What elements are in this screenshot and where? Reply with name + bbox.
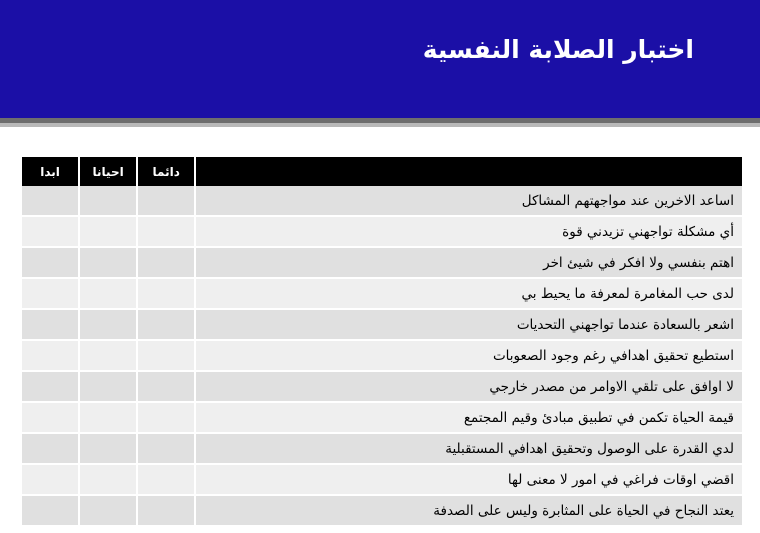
answer-cell-always[interactable] (137, 309, 195, 340)
questionnaire-table (20, 157, 742, 527)
answer-cell-sometimes[interactable] (79, 278, 137, 309)
banner-divider-light (0, 123, 760, 127)
table-row (21, 495, 742, 526)
answer-cell-never[interactable] (21, 340, 79, 371)
answer-cell-sometimes[interactable] (79, 340, 137, 371)
statement-cell: لا اوافق على تلقي الاوامر من مصدر خارجي (195, 371, 742, 402)
statement-cell: قيمة الحياة تكمن في تطبيق مبادئ وقيم المجتمع (195, 402, 742, 433)
page-title: اختبار الصلابة النفسية (422, 35, 694, 64)
answer-cell-sometimes[interactable] (79, 464, 137, 495)
table-row (21, 216, 742, 247)
table-row (21, 433, 742, 464)
header-statement (195, 157, 742, 186)
statement-cell: اقضي اوقات فراغي في امور لا معنى لها (195, 464, 742, 495)
answer-cell-never[interactable] (21, 247, 79, 278)
table-row (21, 340, 742, 371)
answer-cell-always[interactable] (137, 371, 195, 402)
answer-cell-sometimes[interactable] (79, 433, 137, 464)
statement-cell: يعتد النجاح في الحياة على المثابرة وليس على الصدفة (195, 495, 742, 526)
statement-cell: لدي القدرة على الوصول وتحقيق اهدافي المستقبلية (195, 433, 742, 464)
statement-cell: اهتم بنفسي ولا افكر في شيئ اخر (195, 247, 742, 278)
table-row (21, 247, 742, 278)
statement-cell: اشعر بالسعادة عندما تواجهني التحديات (195, 309, 742, 340)
answer-cell-sometimes[interactable] (79, 495, 137, 526)
answer-cell-never[interactable] (21, 464, 79, 495)
answer-cell-sometimes[interactable] (79, 371, 137, 402)
table-row (21, 464, 742, 495)
answer-cell-never[interactable] (21, 402, 79, 433)
answer-cell-always[interactable] (137, 433, 195, 464)
answer-cell-never[interactable] (21, 309, 79, 340)
table-row (21, 309, 742, 340)
answer-cell-sometimes[interactable] (79, 216, 137, 247)
answer-cell-never[interactable] (21, 278, 79, 309)
answer-cell-always[interactable] (137, 216, 195, 247)
statement-cell: لدى حب المغامرة لمعرفة ما يحيط بي (195, 278, 742, 309)
answer-cell-always[interactable] (137, 340, 195, 371)
answer-cell-never[interactable] (21, 186, 79, 216)
answer-cell-always[interactable] (137, 247, 195, 278)
table-row (21, 186, 742, 216)
answer-cell-always[interactable] (137, 464, 195, 495)
statement-cell: أي مشكلة تواجهني تزيدني قوة (195, 216, 742, 247)
answer-cell-never[interactable] (21, 433, 79, 464)
header-row (21, 157, 742, 186)
answer-cell-always[interactable] (137, 495, 195, 526)
answer-cell-sometimes[interactable] (79, 247, 137, 278)
answer-cell-sometimes[interactable] (79, 309, 137, 340)
answer-cell-never[interactable] (21, 495, 79, 526)
answer-cell-always[interactable] (137, 402, 195, 433)
answer-cell-always[interactable] (137, 186, 195, 216)
header-always: دائما (137, 157, 195, 186)
header-never: ابدا (21, 157, 79, 186)
answer-cell-always[interactable] (137, 278, 195, 309)
table-row (21, 278, 742, 309)
answer-cell-sometimes[interactable] (79, 186, 137, 216)
answer-cell-never[interactable] (21, 371, 79, 402)
statement-cell: اساعد الاخرين عند مواجهتهم المشاكل (195, 186, 742, 216)
header-sometimes: احيانا (79, 157, 137, 186)
statement-cell: استطيع تحقيق اهدافي رغم وجود الصعوبات (195, 340, 742, 371)
answer-cell-never[interactable] (21, 216, 79, 247)
title-banner (0, 0, 760, 118)
table-row (21, 371, 742, 402)
table-row (21, 402, 742, 433)
answer-cell-sometimes[interactable] (79, 402, 137, 433)
